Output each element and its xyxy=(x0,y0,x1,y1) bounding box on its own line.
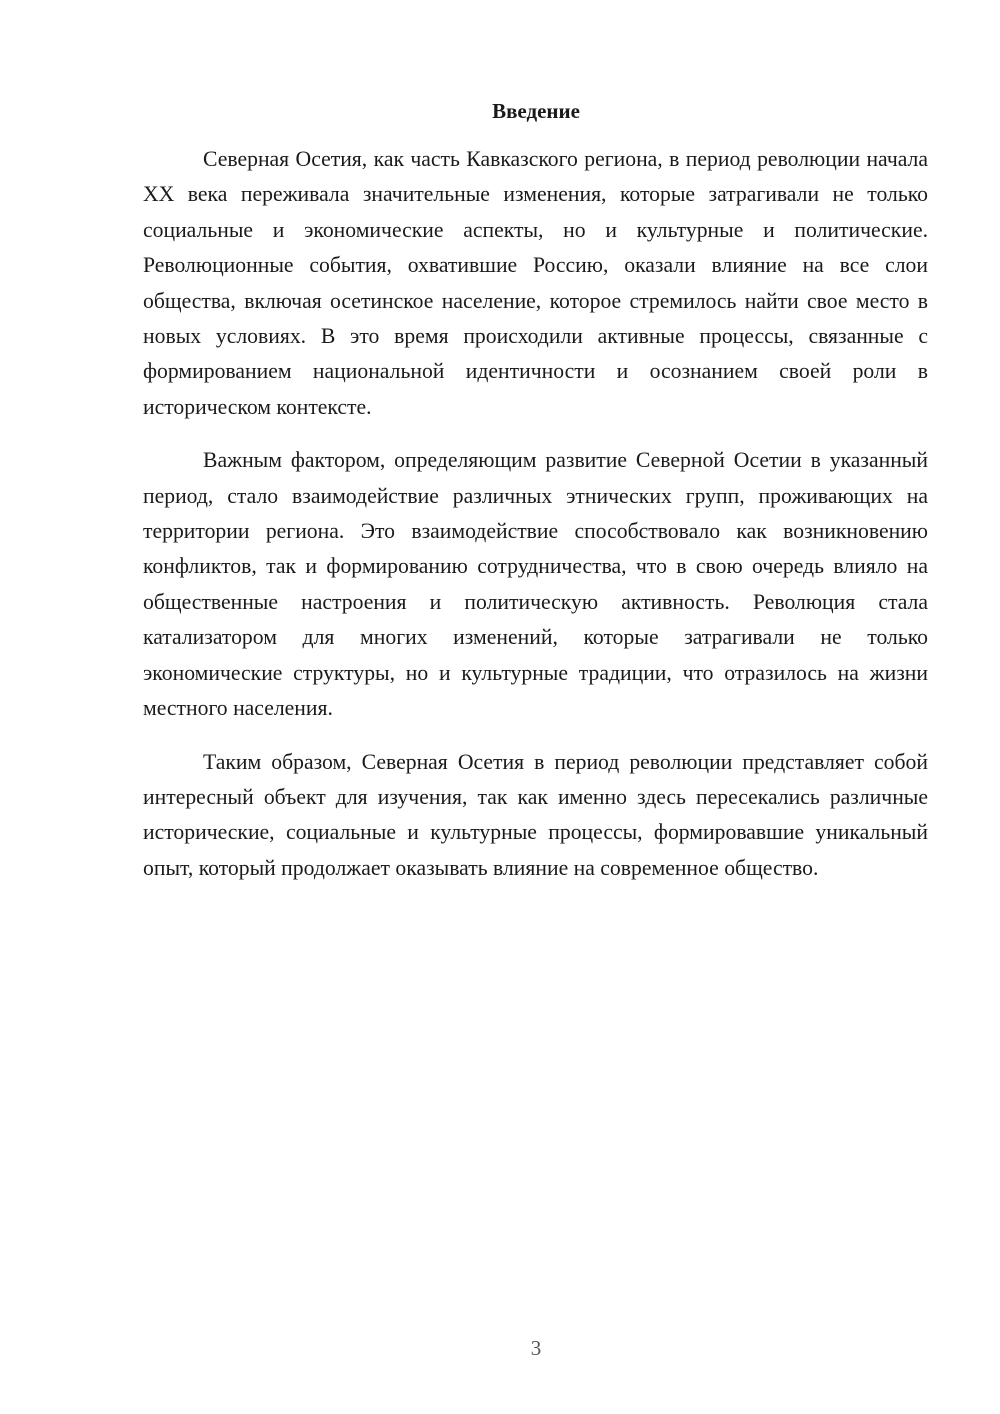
body-text xyxy=(143,142,928,886)
paragraph-3: Таким образом, Северная Осетия в период революции представляет собой интересный объект для изучения, так как именно здесь пересекались различные исторические, социальные и культурные процессы, формировавшие уникальный опыт, который продолжает оказывать влияние на современное общество. xyxy=(143,749,928,880)
section-heading: Введение xyxy=(492,99,580,123)
paragraph-1: Северная Осетия, как часть Кавказского региона, в период революции начала XX века переживала значительные изменения, которые затрагивали не только социальные и экономические аспекты, но и культурные и политические. Революционные события, охватившие Россию, оказали влияние на все слои общества, включая осетинское население, которое стремилось найти свое место в новых условиях. В это время происходили активные процессы, связанные с формированием национальной идентичности и осознанием своей роли в историческом контексте. xyxy=(143,147,928,419)
page-number: 3 xyxy=(530,1336,542,1360)
paragraph-2: Важным фактором, определяющим развитие Северной Осетии в указанный период, стало взаимодействие различных этнических групп, проживающих на территории региона. Это взаимодействие способствовало как возникновению конфликтов, так и формированию сотрудничества, что в свою очередь влияло на общественные настроения и политическую активность. Революция стала катализатором для многих изменений, которые затрагивали не только экономические структуры, но и культурные традиции, что отразилось на жизни местного населения. xyxy=(143,448,928,721)
